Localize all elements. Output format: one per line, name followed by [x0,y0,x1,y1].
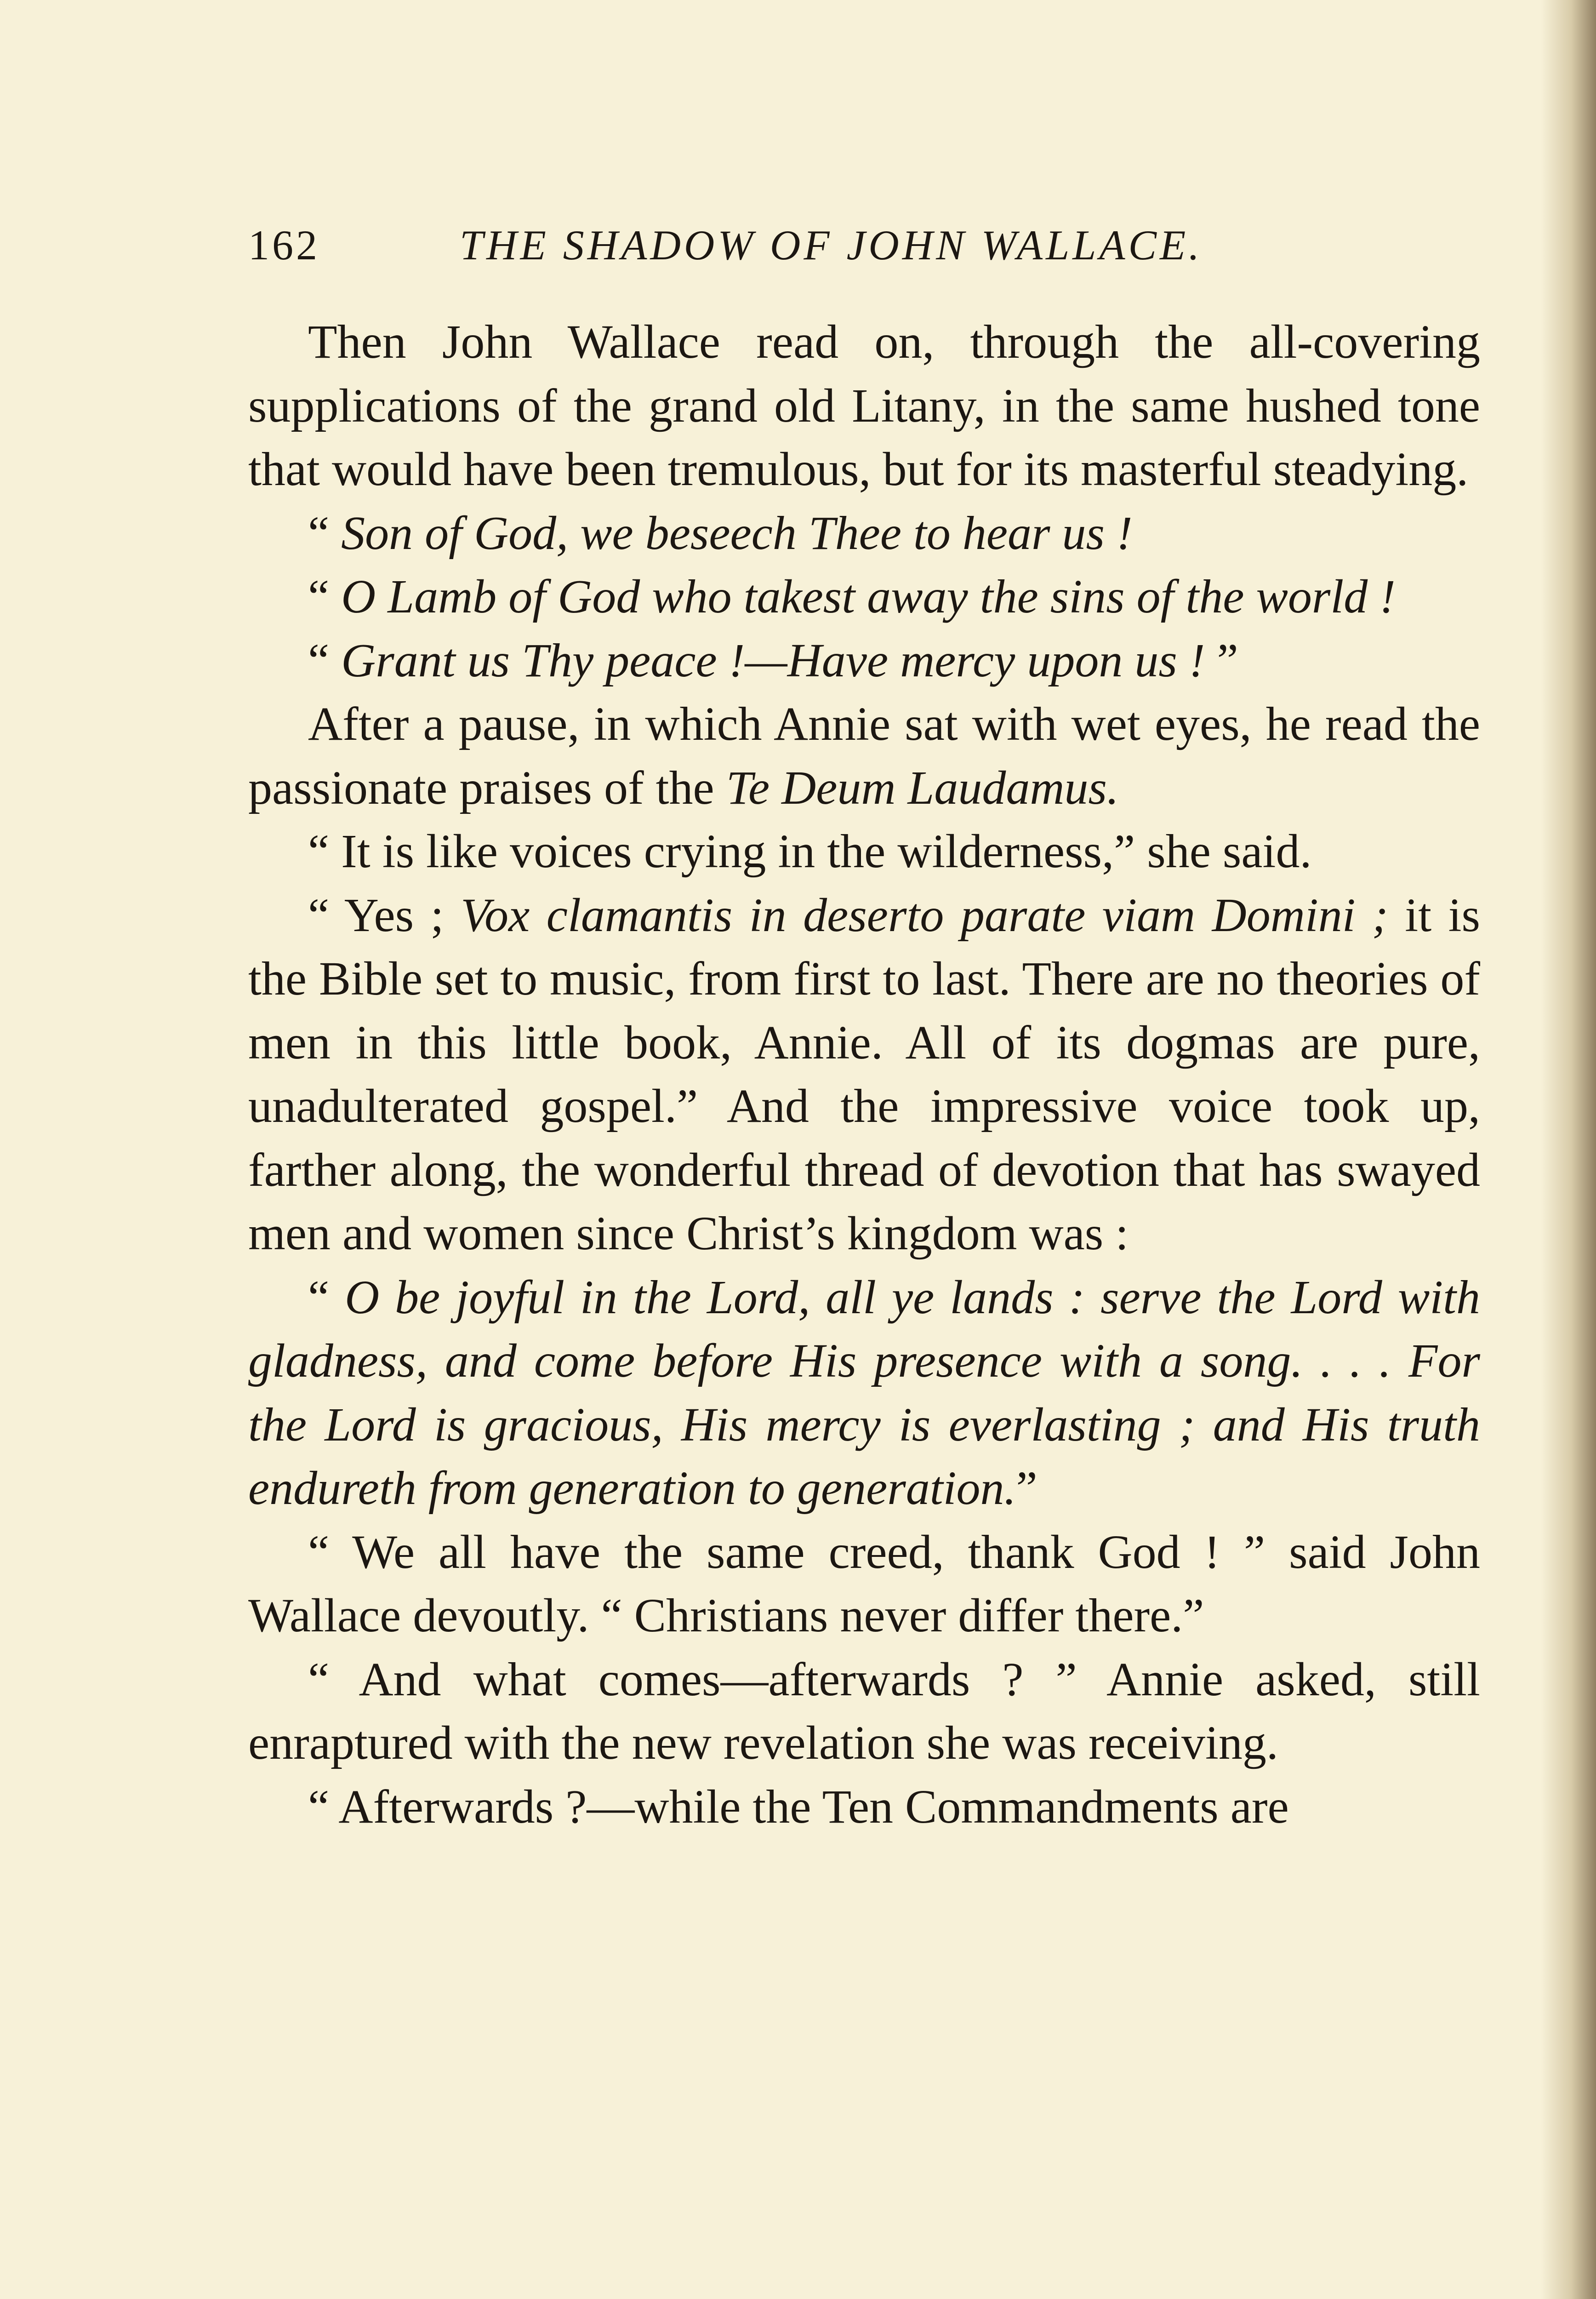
body-text [248,310,1480,1839]
italic-text: Grant us Thy peace !—Have mercy upon us ! [341,634,1205,687]
page-edge-shadow [1541,0,1596,2299]
paragraph [248,1521,1480,1648]
italic-text: Son of God, we beseech Thee to hear us ! [341,506,1133,560]
text-segment: ” [1205,634,1238,687]
running-head: THE SHADOW OF JOHN WALLACE. [460,222,1203,269]
paragraph [248,692,1480,820]
text-segment: Then John Wallace read on, through the all-covering supplications of the grand old Litany, in the same hushed tone that would have been tremulous, but for its masterful steadying. [248,315,1480,496]
italic-text: O Lamb of God who takest away the sins of the world ! [341,570,1396,623]
paragraph [248,629,1480,693]
text-segment: ” [1016,1462,1037,1515]
paragraph [248,1775,1480,1839]
text-segment: “ [308,1270,345,1324]
paragraph [248,502,1480,566]
text-segment: “ Yes ; [308,888,461,942]
paragraph [248,1266,1480,1521]
text-segment: it is the Bible set to music, from first to last. There are no theories of men in this little book, Annie. All of its dogmas are pure, unadulterated gospel.” And the impressive voice took up, farther along, the wonderful thread of devotion that has swayed men and women since Christ’s kingdom was : [248,888,1480,1260]
text-segment: “ [308,506,342,560]
page-number: 162 [248,222,320,269]
text-segment: “ It is like voices crying in the wilderness,” she said. [308,825,1312,878]
text-segment: “ We all have the same creed, thank God ! ” said John Wallace devoutly. “ Christians never differ there.” [248,1525,1480,1642]
italic-text: Vox clamantis in deserto parate viam Domini ; [461,888,1388,942]
paragraph [248,884,1480,1266]
italic-text: O be joyful in the Lord, all ye lands : serve the Lord with gladness, and come before His presence with a song. . . . For the Lord is gracious, His mercy is everlasting ; and His truth endureth from generation to generation. [248,1270,1480,1515]
italic-text: Te Deum Laudamus. [726,761,1119,814]
text-segment: “ Afterwards ?—while the Ten Commandments are [308,1780,1289,1833]
text-segment: “ And what comes—afterwards ? ” Annie asked, still enraptured with the new revelation she was receiving. [248,1653,1480,1769]
paragraph [248,310,1480,502]
text-segment: “ [308,634,342,687]
paragraph [248,1648,1480,1775]
paragraph [248,820,1480,884]
text-segment: “ [308,570,342,623]
text-segment: After a pause, in which Annie sat with wet eyes, he read the passionate praises of the [248,698,1480,814]
paragraph [248,565,1480,629]
page-header [248,221,1264,285]
